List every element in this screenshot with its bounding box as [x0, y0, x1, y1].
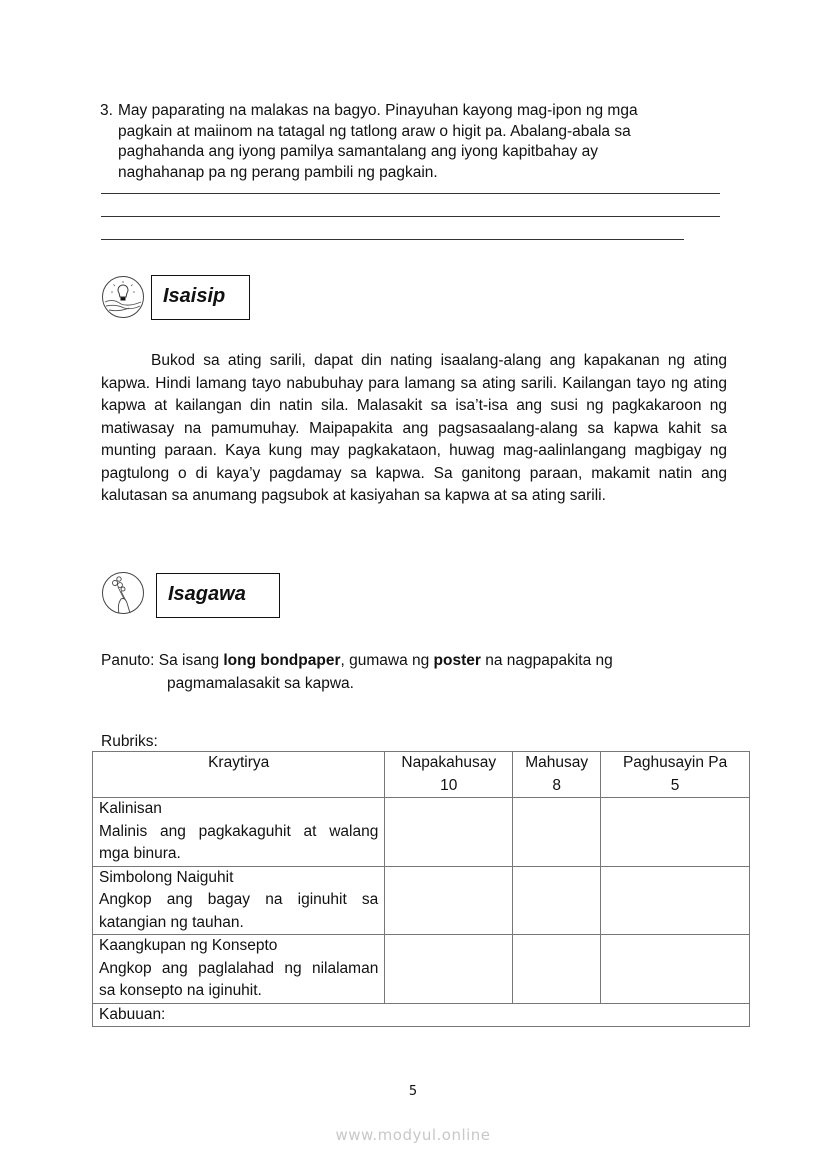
panuto-bold-material: long bondpaper [223, 652, 341, 669]
criterion-cell: Kalinisan Malinis ang pagkakaguhit at walang mga binura. [93, 798, 385, 867]
table-row [93, 935, 750, 1004]
question-line: pagkain at maiinom na tatagal ng tatlong araw o higit pa. Abalang-abala sa [118, 122, 631, 140]
panuto-text: , gumawa ng [340, 652, 434, 669]
question-3 [100, 101, 738, 183]
section-title-isaisip [151, 275, 250, 320]
rubriks-label: Rubriks: [101, 733, 158, 750]
panuto-bold-output: poster [433, 652, 481, 669]
table-row [93, 798, 750, 867]
score-cell[interactable] [385, 798, 513, 867]
table-row [93, 866, 750, 935]
criterion-cell: Kaangkupan ng Konsepto Angkop ang paglalahad ng nilalaman sa konsepto na iginuhit. [93, 935, 385, 1004]
section-title-text: Isaisip [163, 285, 226, 307]
answer-line[interactable] [101, 193, 720, 194]
header-kraytirya: Kraytirya [93, 752, 385, 798]
panuto-text: na nagpapakita ng [480, 652, 613, 669]
total-row [93, 1003, 750, 1027]
score-cell[interactable] [601, 798, 750, 867]
total-cell[interactable]: Kabuuan: [93, 1003, 750, 1027]
score-cell[interactable] [601, 935, 750, 1004]
question-number: 3. [100, 102, 113, 119]
header-paghusayin-pa: Paghusayin Pa 5 [601, 752, 750, 798]
criterion-cell: Simbolong Naiguhit Angkop ang bagay na iginuhit sa katangian ng tauhan. [93, 866, 385, 935]
rubric-header-row [93, 752, 750, 798]
answer-line[interactable] [101, 216, 720, 217]
score-cell[interactable] [513, 866, 601, 935]
hand-with-flowers-icon [101, 571, 145, 615]
score-cell[interactable] [385, 935, 513, 1004]
question-line: paghahanda ang iyong pamilya samantalang ang iyong kapitbahay ay [118, 143, 598, 160]
lightbulb-hand-icon [101, 275, 145, 319]
score-cell[interactable] [513, 798, 601, 867]
score-cell[interactable] [601, 866, 750, 935]
section-title-isagawa [156, 573, 280, 618]
answer-line[interactable] [101, 239, 684, 240]
question-line: naghahanap pa ng perang pambili ng pagkain. [118, 163, 438, 181]
paragraph-text: Bukod sa ating sarili, dapat din nating isaalang-alang ang kapakanan ng ating kapwa. Hindi lamang tayo nabubuhay para lamang sa ating sarili. Kailangan tayo ng ating kapwa at kailangan din natin sila. Malasakit sa isa’t-isa ang susi ng pagkakaroon ng matiwasay na pamumuhay. Maipapakita ang pagsasaalang-alang sa kapwa kahit sa munting paraan. Kaya kung may pagkakataon, huwag mag-aalinlangang magbigay ng pagtulong o di kaya’y pagdamay sa kapwa. Sa ganitong paraan, makamit natin ang kalutasan sa anumang pagsubok at kasiyahan sa kapwa at sa ating sarili. [101, 352, 727, 504]
panuto-instructions [101, 650, 613, 695]
question-line: May paparating na malakas na bagyo. Pinayuhan kayong mag-ipon ng mga [118, 102, 638, 119]
rubric-table [92, 751, 750, 1027]
header-mahusay: Mahusay 8 [513, 752, 601, 798]
score-cell[interactable] [385, 866, 513, 935]
score-cell[interactable] [513, 935, 601, 1004]
header-napakahusay: Napakahusay 10 [385, 752, 513, 798]
panuto-text: pagmamalasakit sa kapwa. [167, 674, 354, 692]
section-title-text: Isagawa [168, 583, 246, 605]
panuto-text: Panuto: Sa isang [101, 652, 224, 669]
isaisip-paragraph [101, 350, 727, 508]
page-number: 5 [408, 1084, 418, 1099]
watermark: www.modyul.online [335, 1126, 491, 1144]
